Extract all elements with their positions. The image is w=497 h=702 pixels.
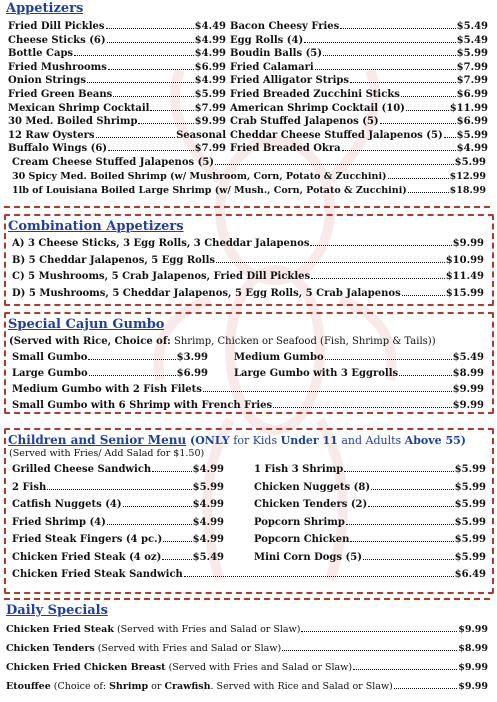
item-price: $4.49 [194,21,226,32]
daily-item [6,681,488,692]
kids-item [12,517,224,528]
gumbo-item [12,400,484,411]
item-name: Popcorn Shrimp [254,516,345,528]
item-name: Chicken Fried Steak Sandwich [12,569,183,580]
kids-only-b: for Kids [229,434,281,447]
kids-item [254,464,486,475]
dot-leader [388,178,449,179]
dot-leader [74,55,194,56]
daily-title: Daily Specials [6,603,108,618]
dot-leader [282,650,457,651]
appetizer-item [230,48,488,59]
item-name: 2 Fish [12,481,47,493]
kids-only-d: and Adults [337,434,405,447]
dot-leader [310,245,451,246]
item-price: $9.99 [452,400,484,411]
item-price: $6.99 [456,89,488,100]
dot-leader [107,524,192,525]
kids-item [254,517,486,528]
kids-item [12,499,224,510]
item-name: Chicken Tenders (2) [254,499,368,510]
kids-item [254,534,486,545]
item-price: $5.99 [454,534,486,545]
dot-leader [163,541,191,542]
gumbo-item [234,352,484,363]
item-price: $18.99 [449,185,486,196]
appetizer-item [230,103,488,114]
appetizer-item [230,116,488,127]
item-name: Bottle Caps [8,48,74,60]
dot-leader [399,375,452,376]
item-name: Onion Strings [8,75,87,87]
item-price: $7.99 [194,102,226,114]
dot-leader [113,96,193,97]
combo-item [12,271,484,282]
gumbo-item [12,384,484,395]
item-price: $9.99 [452,238,484,249]
kids-item [254,499,486,510]
dot-leader [346,524,454,525]
gumbo-note [9,336,436,347]
kids-only-e: Above 55 [404,434,461,447]
kids-only-f: ) [460,434,466,447]
item-price: $5.99 [192,481,224,493]
item-price: $9.99 [458,681,488,692]
item-name: Crab Stuffed Jalapenos (5) [230,116,379,128]
item-price: $7.99 [194,143,226,155]
item-price: Seasonal [176,129,226,141]
dot-leader [371,489,454,490]
appetizer-item [230,130,488,141]
gumbo-item [12,352,208,363]
item-name: Fried Mushrooms [8,61,107,73]
dot-leader [184,576,454,577]
item-name: Egg Rolls (4) [230,34,304,46]
item-name: Cheese Sticks (6) [8,34,106,46]
item-name: Medium Gumbo [234,352,324,363]
item-price: $4.99 [194,34,226,46]
dot-leader [323,55,456,56]
item-name: 1 Fish 3 Shrimp [254,464,344,475]
dot-leader [344,471,453,472]
item-price: $5.99 [454,481,486,493]
combo-item [12,288,484,299]
combination-section [4,214,494,306]
item-name: 12 Raw Oysters [8,129,95,141]
dot-leader [380,123,456,124]
item-name: Chicken Fried Chicken Breast (Served with Fries and Salad or Slaw) [6,662,353,673]
item-price: $9.99 [458,662,488,673]
appetizer-item [230,62,488,73]
item-price: $5.99 [454,464,486,475]
item-price: $5.49 [456,34,488,46]
item-price: $7.99 [456,75,488,87]
item-name: Fried Green Beans [8,89,113,100]
item-price: $5.49 [452,352,484,363]
kids-item [12,534,224,545]
dot-leader [107,42,194,43]
daily-item [6,662,488,673]
item-price: $4.99 [192,534,224,545]
appetizers-title: Appetizers [6,1,84,16]
appetizer-item [230,89,488,100]
item-price: $7.99 [456,61,488,73]
item-price: $5.49 [192,551,224,563]
item-name: Large Gumbo with 3 Eggrolls [234,368,399,379]
dot-leader [363,559,454,560]
dot-leader [353,669,457,670]
dot-leader [408,192,449,193]
appetizer-item [12,185,486,196]
dot-leader [350,541,453,542]
appetizer-item [230,21,488,32]
item-name: A) 3 Cheese Sticks, 3 Egg Rolls, 3 Cheddar Jalapenos [12,238,310,249]
dot-leader [444,137,456,138]
dot-leader [150,110,193,111]
item-name: Cheddar Cheese Stuffed Jalapenos (5) [230,129,443,141]
item-price: $9.99 [458,624,488,635]
item-name: Fried Breaded Okra [230,143,341,155]
dot-leader [108,150,194,151]
item-name: Mini Corn Dogs (5) [254,551,362,563]
item-price: $5.99 [456,129,488,141]
item-price: $6.99 [194,61,226,73]
dot-leader [152,471,191,472]
dot-leader [368,506,453,507]
item-price: $5.99 [194,89,226,100]
item-name: Small Gumbo with 6 Shrimp with French Fries [12,400,273,411]
dot-leader [401,96,456,97]
dot-leader [96,137,176,138]
dot-leader [162,559,191,560]
item-name: Etouffee (Choice of: Shrimp or Crawfish. Served with Rice and Salad or Slaw) [6,681,393,692]
appetizer-item [8,21,226,32]
dot-leader [87,82,194,83]
appetizer-item [12,171,486,182]
daily-section [4,598,490,702]
item-price: $4.99 [194,75,226,87]
item-price: $10.99 [445,254,484,266]
appetizer-item [12,157,486,168]
dot-leader [402,295,445,296]
appetizer-item [8,116,226,127]
item-price: $5.99 [454,499,486,510]
item-name: Bacon Cheesy Fries [230,21,340,32]
dot-leader [203,391,452,392]
dot-leader [89,375,176,376]
item-name: Mexican Shrimp Cocktail [8,102,150,114]
item-price: $15.99 [445,287,484,299]
gumbo-section [4,312,494,414]
dot-leader [88,359,175,360]
kids-only-c: Under 11 [280,434,338,447]
gumbo-item [12,368,208,379]
item-name: Catfish Nuggets (4) [12,499,122,510]
item-name: Popcorn Chicken [254,534,350,545]
item-name: Chicken Tenders (Served with Fries and Salad or Slaw) [6,643,282,654]
dot-leader [342,150,456,151]
dot-leader [350,82,456,83]
item-name: Grilled Cheese Sandwich [12,464,152,475]
kids-item [12,552,224,563]
kids-item [12,482,224,493]
item-name: Large Gumbo [12,368,88,379]
item-price: $8.99 [452,368,484,379]
item-price: $5.49 [456,21,488,32]
item-name: Small Gumbo [12,352,88,363]
item-price: $11.99 [449,102,488,114]
item-name: Fried Shrimp (4) [12,516,106,528]
item-name: B) 5 Cheddar Jalapenos, 5 Egg Rolls [12,254,216,266]
item-name: Fried Dill Pickles [8,21,105,32]
kids-item [12,464,224,475]
item-price: $11.49 [445,271,484,282]
item-price: $4.99 [192,516,224,528]
item-name: Fried Breaded Zucchini Sticks [230,89,400,100]
dot-leader [108,69,194,70]
item-name: Chicken Fried Steak (Served with Fries and Salad or Slaw) [6,624,301,635]
appetizer-item [8,130,226,141]
dot-leader [273,407,452,408]
appetizer-item [8,62,226,73]
item-price: $9.99 [452,384,484,395]
kids-header [8,433,466,447]
item-price: $4.99 [192,499,224,510]
item-price: $6.49 [454,569,486,580]
item-name: Medium Gumbo with 2 Fish Filets [12,384,202,395]
kids-item [254,482,486,493]
appetizer-item [8,35,226,46]
item-name: 30 Med. Boiled Shrimp [8,116,138,128]
dot-leader [394,688,457,689]
item-name: Chicken Nuggets (8) [254,481,371,493]
appetizer-item [230,35,488,46]
dot-leader [315,69,456,70]
item-name: 30 Spicy Med. Boiled Shrimp (w/ Mushroom, Corn, Potato & Zucchini) [12,171,387,182]
dot-leader [215,164,454,165]
item-name: Buffalo Wings (6) [8,143,108,155]
appetizer-item [8,89,226,100]
item-name: D) 5 Mushrooms, 5 Cheddar Jalapenos, 5 Egg Rolls, 5 Crab Jalapenos [12,287,401,299]
item-name: 1lb of Louisiana Boiled Large Shrimp (w/ Mush., Corn, Potato & Zucchini) [12,185,407,196]
item-name: Fried Alligator Strips [230,75,350,87]
gumbo-note-a: (Served with Rice, Choice of: [9,336,171,347]
item-price: $9.99 [194,116,226,128]
kids-item [12,569,486,580]
dot-leader [301,631,457,632]
daily-item [6,624,488,635]
item-name: Fried Steak Fingers (4 pc.) [12,534,163,545]
gumbo-item [234,368,484,379]
appetizer-item [8,75,226,86]
kids-note: (Served with Fries/ Add Salad for $1.50) [9,448,205,459]
dot-leader [325,359,452,360]
item-price: $6.99 [456,116,488,128]
item-price: $8.99 [458,643,488,654]
dot-leader [340,28,455,29]
item-price: $5.99 [456,48,488,60]
item-name: American Shrimp Cocktail (10) [230,102,405,114]
item-price: $4.99 [192,464,224,475]
appetizer-item [230,75,488,86]
dot-leader [311,278,445,279]
kids-section [4,428,494,594]
gumbo-title: Special Cajun Gumbo [8,317,165,332]
item-name: Boudin Balls (5) [230,48,322,60]
dot-leader [123,506,192,507]
item-price: $4.99 [194,48,226,60]
item-price: $5.99 [454,551,486,563]
item-price: $5.99 [454,157,486,168]
dot-leader [304,42,455,43]
item-price: $6.99 [176,368,208,379]
combination-title: Combination Appetizers [8,219,184,234]
daily-item [6,643,488,654]
appetizers-section [4,0,490,208]
dot-leader [406,110,449,111]
item-name: Cream Cheese Stuffed Jalapenos (5) [12,157,215,168]
kids-title: Children and Senior Menu [8,433,187,447]
item-price: $12.99 [449,171,486,182]
appetizer-item [8,48,226,59]
item-name: C) 5 Mushrooms, 5 Crab Jalapenos, Fried Dill Pickles [12,271,311,282]
kids-item [254,552,486,563]
appetizer-item [230,143,488,154]
item-name: Chicken Fried Steak (4 oz) [12,551,162,563]
item-price: $3.99 [176,352,208,363]
dot-leader [106,28,194,29]
appetizer-item [8,143,226,154]
item-price: $4.99 [456,143,488,155]
kids-only-a: (ONLY [190,434,230,447]
dot-leader [138,123,193,124]
gumbo-note-b: Shrimp, Chicken or Seafood (Fish, Shrimp & Tails)) [170,336,436,347]
combo-item [12,255,484,266]
appetizer-item [8,103,226,114]
item-name: Fried Calamari [230,61,314,73]
dot-leader [216,262,445,263]
combo-item [12,238,484,249]
dot-leader [47,489,191,490]
item-price: $5.99 [454,516,486,528]
